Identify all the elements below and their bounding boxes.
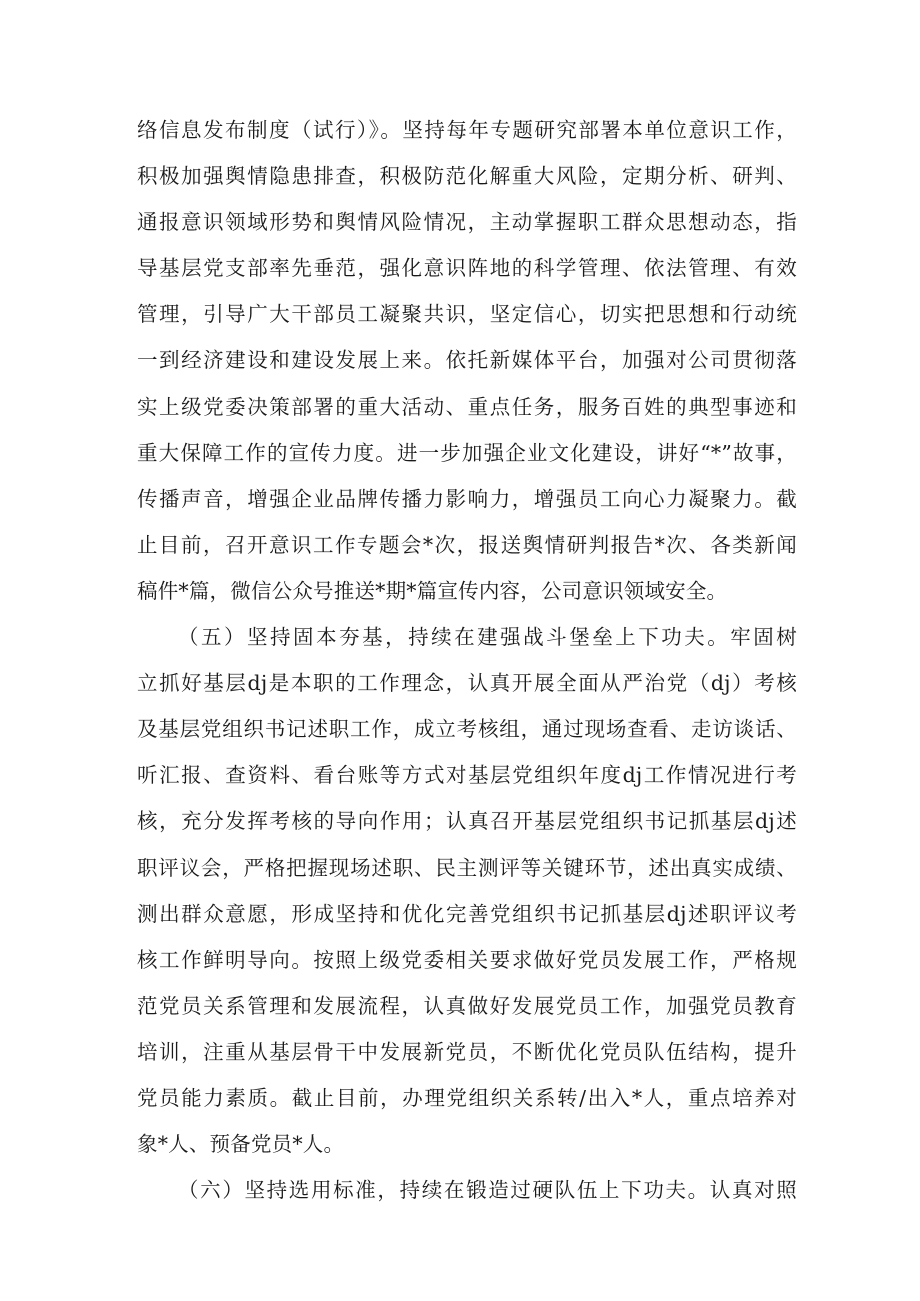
text-line: 一到经济建设和建设发展上来。依托新媒体平台，加强对公司贯彻落 — [137, 348, 797, 373]
text-line: 传播声音，增强企业品牌传播力影响力，增强员工向心力凝聚力。截 — [137, 486, 797, 511]
text-line: 象*人、预备党员*人。 — [137, 1132, 345, 1157]
text-line: 核，充分发挥考核的导向作用；认真召开基层党组织书记抓基层dj述 — [137, 809, 797, 834]
section-heading-line: （五）坚持固本夯基，持续在建强战斗堡垒上下功夫。牢固树 — [178, 625, 797, 650]
text-line: 测出群众意愿，形成坚持和优化完善党组织书记抓基层dj述职评议考 — [137, 901, 797, 926]
paragraph-information-release — [137, 107, 797, 614]
paragraph-grassroots-party-building — [137, 614, 797, 1167]
text-line: 党员能力素质。截止目前，办理党组织关系转/出入*人，重点培养对 — [137, 1085, 797, 1110]
text-line: 重大保障工作的宣传力度。进一步加强企业文化建设，讲好“*”故事， — [137, 440, 797, 465]
text-line: 职评议会，严格把握现场述职、民主测评等关键环节，述出真实成绩、 — [137, 855, 797, 880]
section-heading-line: （六）坚持选用标准，持续在锻造过硬队伍上下功夫。认真对照 — [178, 1178, 797, 1203]
document-body — [137, 107, 797, 1213]
text-line: 实上级党委决策部署的重大活动、重点任务，服务百姓的典型事迹和 — [137, 394, 797, 419]
text-line: 止目前，召开意识工作专题会*次，报送舆情研判报告*次、各类新闻 — [137, 532, 797, 557]
text-line: 稿件*篇，微信公众号推送*期*篇宣传内容，公司意识领域安全。 — [137, 578, 728, 603]
text-line: 培训，注重从基层骨干中发展新党员，不断优化党员队伍结构，提升 — [137, 1039, 797, 1064]
text-line: 听汇报、查资料、看台账等方式对基层党组织年度dj工作情况进行考 — [137, 763, 797, 788]
text-line: 核工作鲜明导向。按照上级党委相关要求做好党员发展工作，严格规 — [137, 947, 797, 972]
paragraph-team-building — [137, 1167, 797, 1213]
text-line: 络信息发布制度（试行）》。坚持每年专题研究部署本单位意识工作， — [137, 118, 797, 142]
text-line: 立抓好基层dj是本职的工作理念，认真开展全面从严治党（dj）考核 — [137, 671, 797, 696]
text-line: 积极加强舆情隐患排查，积极防范化解重大风险，定期分析、研判、 — [137, 164, 797, 189]
text-line: 管理，引导广大干部员工凝聚共识，坚定信心，切实把思想和行动统 — [137, 302, 797, 327]
text-line: 导基层党支部率先垂范，强化意识阵地的科学管理、依法管理、有效 — [137, 256, 797, 281]
text-line: 及基层党组织书记述职工作，成立考核组，通过现场查看、走访谈话、 — [137, 717, 797, 742]
text-line: 通报意识领域形势和舆情风险情况，主动掌握职工群众思想动态，指 — [137, 210, 797, 235]
text-line: 范党员关系管理和发展流程，认真做好发展党员工作，加强党员教育 — [137, 993, 797, 1018]
